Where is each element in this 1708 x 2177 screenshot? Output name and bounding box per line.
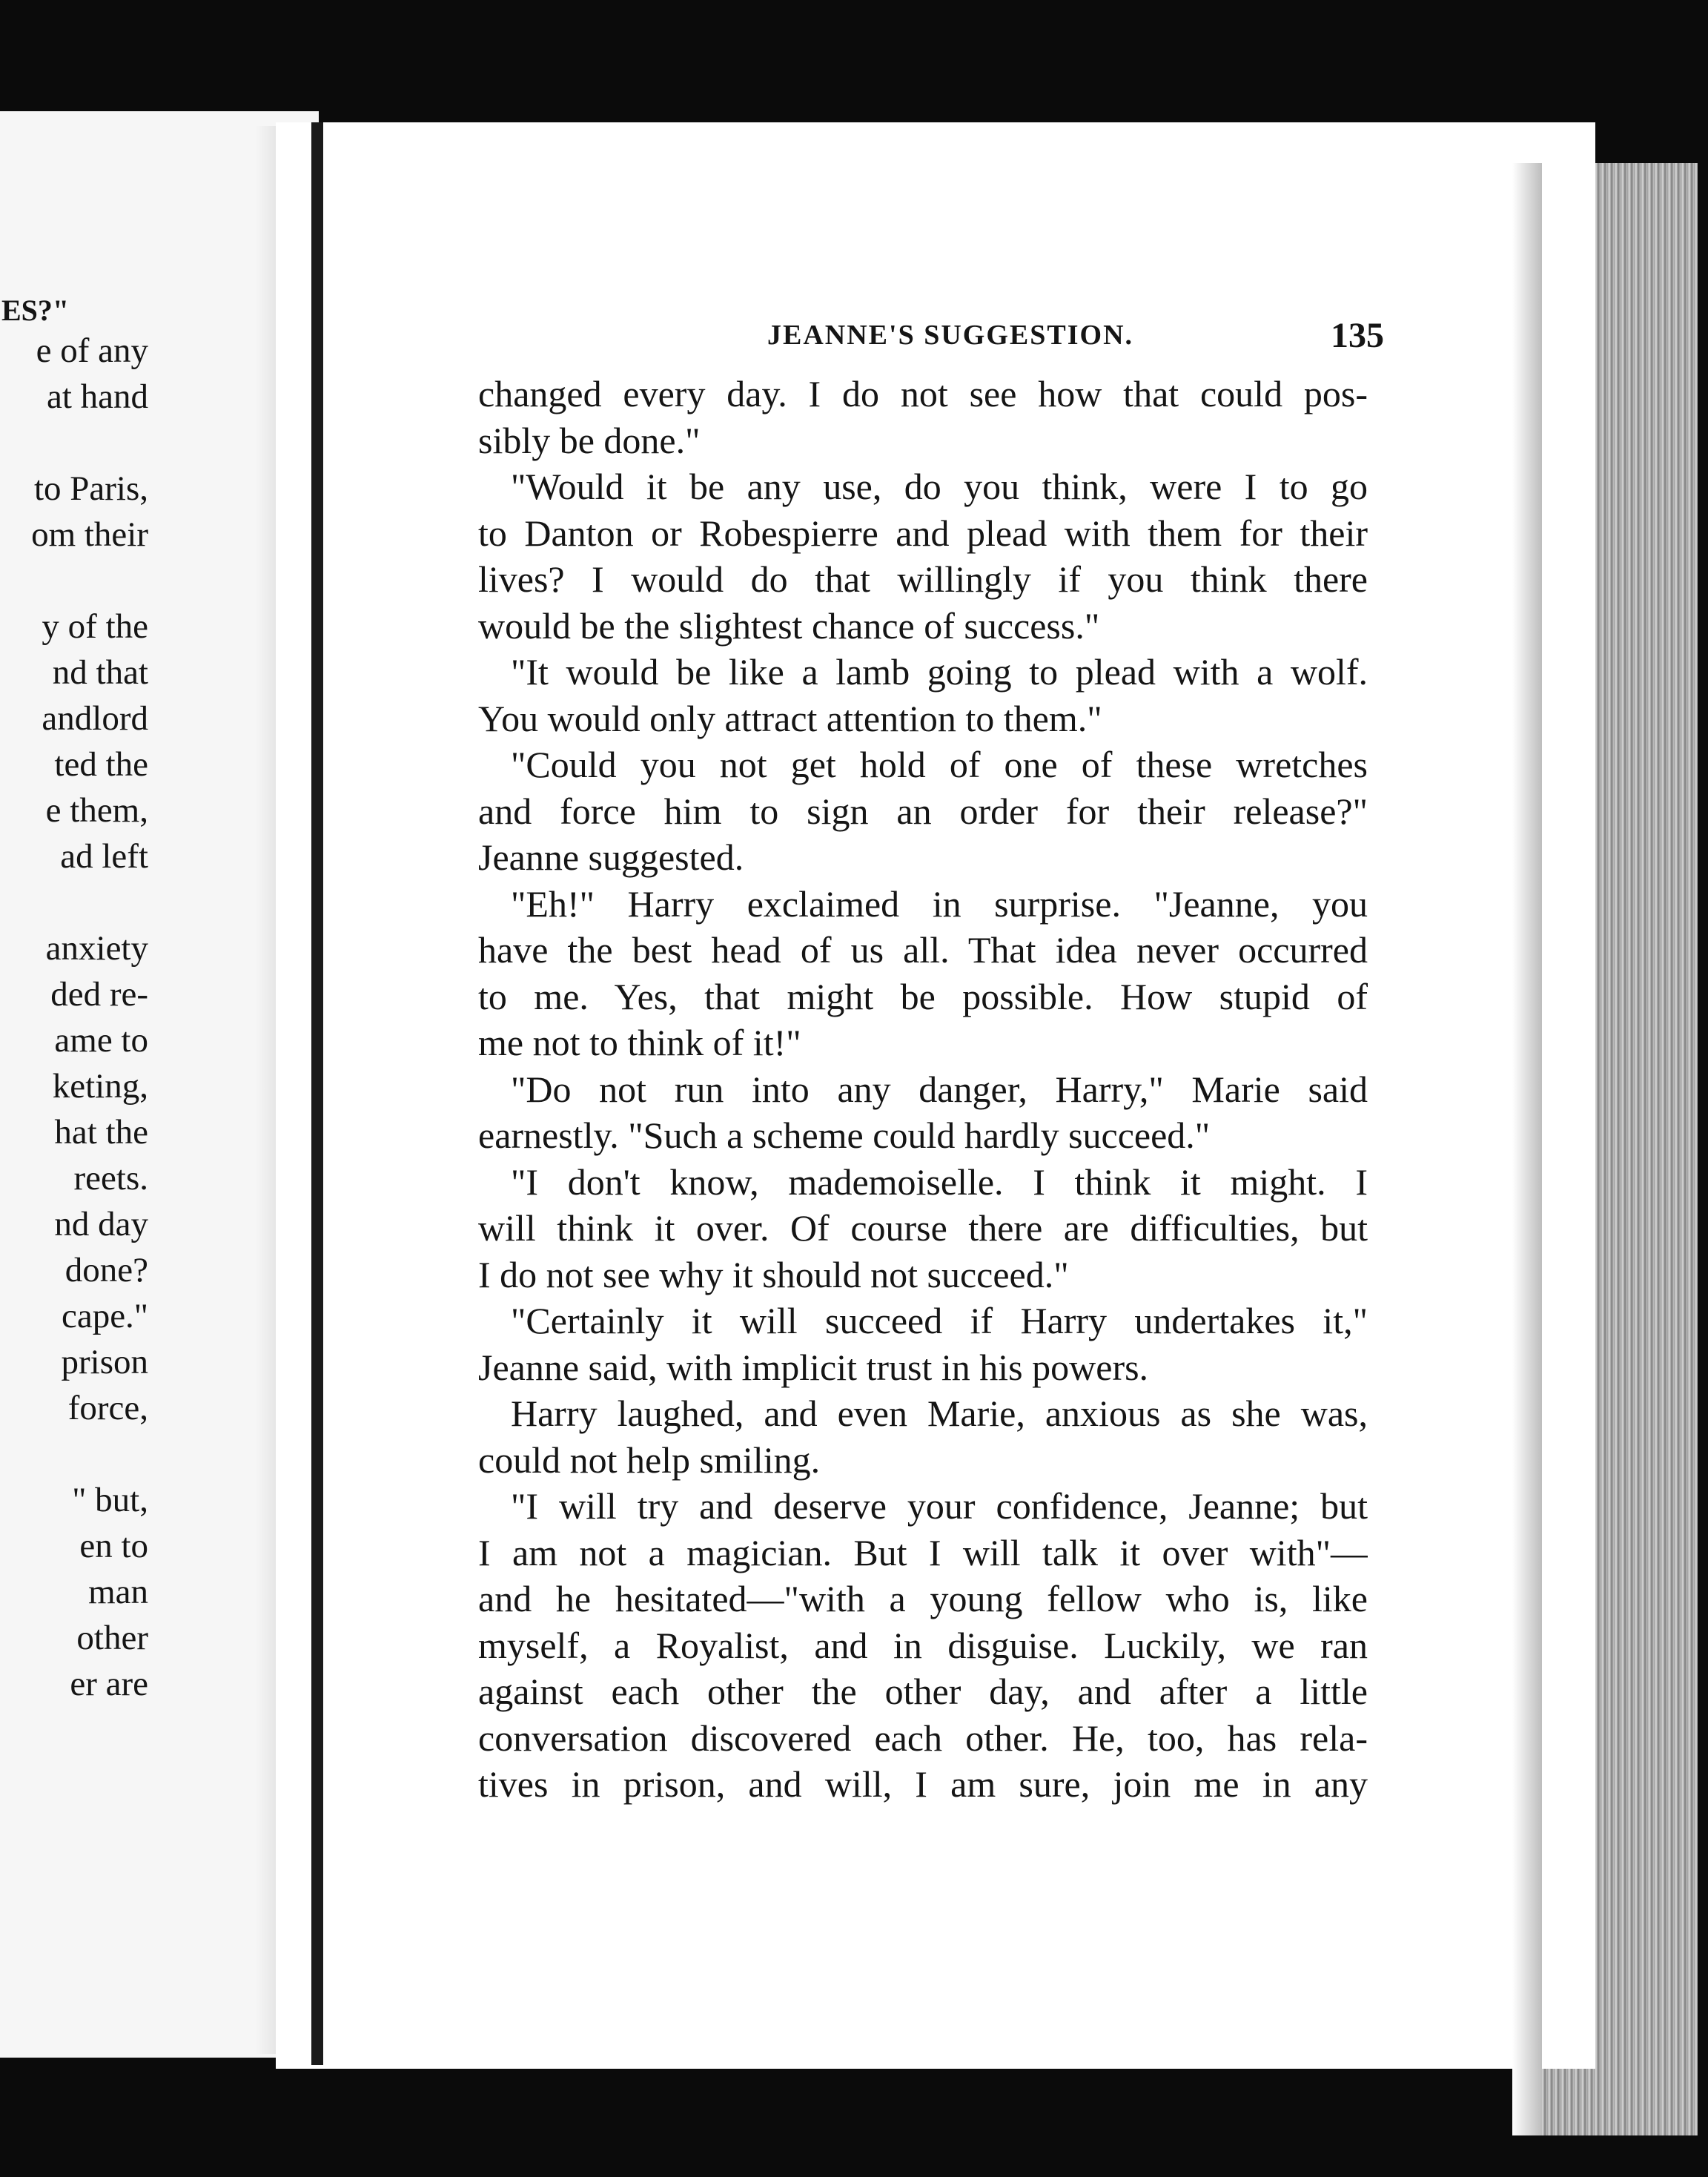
left-page-line: y of the: [42, 607, 148, 646]
left-page-line: [0, 1431, 148, 1477]
left-page-line: at hand: [46, 377, 148, 416]
text-line: "It would be like a lamb going to plead with a wolf.: [511, 651, 1368, 693]
left-page-line: andlord: [42, 699, 148, 738]
text-line: "I don't know, mademoiselle. I think it might. I: [511, 1160, 1368, 1203]
left-page-line: cape.": [61, 1297, 148, 1335]
right-page-edge-shadow: [1512, 163, 1542, 2135]
left-page-line: to Paris,: [33, 469, 148, 508]
text-line: and force him to sign an order for their release?": [478, 790, 1368, 832]
left-page-line: en to: [79, 1527, 148, 1565]
text-line: "Certainly it will succeed if Harry undertakes it,": [511, 1300, 1368, 1341]
left-page-line: ame to: [54, 1021, 148, 1060]
text-line: "I will try and deserve your confidence, Jeanne; but: [511, 1485, 1368, 1527]
text-line: conversation discovered each other. He, too, has rela-: [478, 1717, 1368, 1759]
text-line: could not help smiling.: [478, 1438, 821, 1481]
left-page-line: force,: [67, 1389, 148, 1427]
text-line: would be the slightest chance of success.": [478, 604, 1100, 647]
left-page-line: er are: [70, 1665, 148, 1703]
left-page-line: other: [76, 1619, 148, 1657]
text-line: will think it over. Of course there are difficulties, but: [478, 1207, 1368, 1249]
left-page-line: done?: [64, 1251, 148, 1289]
running-head: JEANNE'S SUGGESTION.: [767, 320, 1134, 351]
text-line: I do not see why it should not succeed.": [478, 1253, 1069, 1295]
text-line: me not to think of it!": [478, 1022, 801, 1063]
left-page-text: [0, 282, 148, 1707]
left-page-line: [0, 420, 148, 466]
book-spine: [311, 122, 323, 2065]
left-page-line: reets.: [73, 1159, 148, 1197]
text-line: sibly be done.": [478, 419, 701, 461]
left-page-line: keting,: [52, 1067, 148, 1106]
left-page-line: e of any: [36, 331, 148, 370]
text-line: Harry laughed, and even Marie, anxious as she was,: [511, 1393, 1368, 1434]
text-line: Jeanne suggested.: [478, 836, 744, 878]
page-number: 135: [1331, 316, 1384, 355]
left-page-line: man: [88, 1573, 148, 1611]
text-line: "Would it be any use, do you think, were I to go: [511, 466, 1368, 507]
left-header-spacer: [0, 282, 148, 328]
text-line: to Danton or Robespierre and plead with them for their: [478, 512, 1368, 554]
left-page-line: hat the: [54, 1113, 148, 1152]
text-line: against each other the other day, and after a little: [478, 1671, 1368, 1712]
left-running-head-fragment: ES?": [1, 294, 70, 327]
left-page-line: nd that: [52, 653, 148, 692]
body-text: [478, 371, 1368, 1808]
left-page-line: e them,: [45, 791, 148, 830]
left-page-line: " but,: [72, 1481, 148, 1519]
left-page-line: ad left: [60, 837, 148, 876]
text-line: "Eh!" Harry exclaimed in surprise. "Jeanne, you: [511, 882, 1368, 925]
left-page-line: ted the: [54, 745, 148, 784]
text-line: have the best head of us all. That idea never occurred: [478, 929, 1368, 971]
left-page-line: prison: [61, 1343, 148, 1381]
text-line: and he hesitated—"with a young fellow who is, like: [478, 1578, 1368, 1619]
text-line: I am not a magician. But I will talk it over with"—: [478, 1531, 1368, 1573]
text-line: myself, a Royalist, and in disguise. Luckily, we ran: [478, 1624, 1368, 1666]
text-line: "Do not run into any danger, Harry," Marie said: [511, 1068, 1368, 1110]
left-page-line: anxiety: [45, 929, 148, 968]
left-page-line: ded re-: [50, 975, 148, 1014]
text-line: You would only attract attention to them.": [478, 697, 1102, 739]
text-line: Jeanne said, with implicit trust in his powers.: [478, 1346, 1149, 1388]
text-line: changed every day. I do not see how that could pos-: [478, 373, 1368, 414]
left-page-line: nd day: [54, 1205, 148, 1243]
left-page-line: [0, 879, 148, 925]
text-line: earnestly. "Such a scheme could hardly succeed.": [478, 1114, 1211, 1156]
text-line: lives? I would do that willingly if you think there: [478, 558, 1368, 600]
left-page-line: [0, 558, 148, 604]
left-page-line: om their: [31, 515, 148, 554]
text-line: "Could you not get hold of one of these wretches: [511, 744, 1368, 785]
text-line: to me. Yes, that might be possible. How stupid of: [478, 975, 1368, 1017]
text-line: tives in prison, and will, I am sure, join me in any: [478, 1763, 1368, 1805]
